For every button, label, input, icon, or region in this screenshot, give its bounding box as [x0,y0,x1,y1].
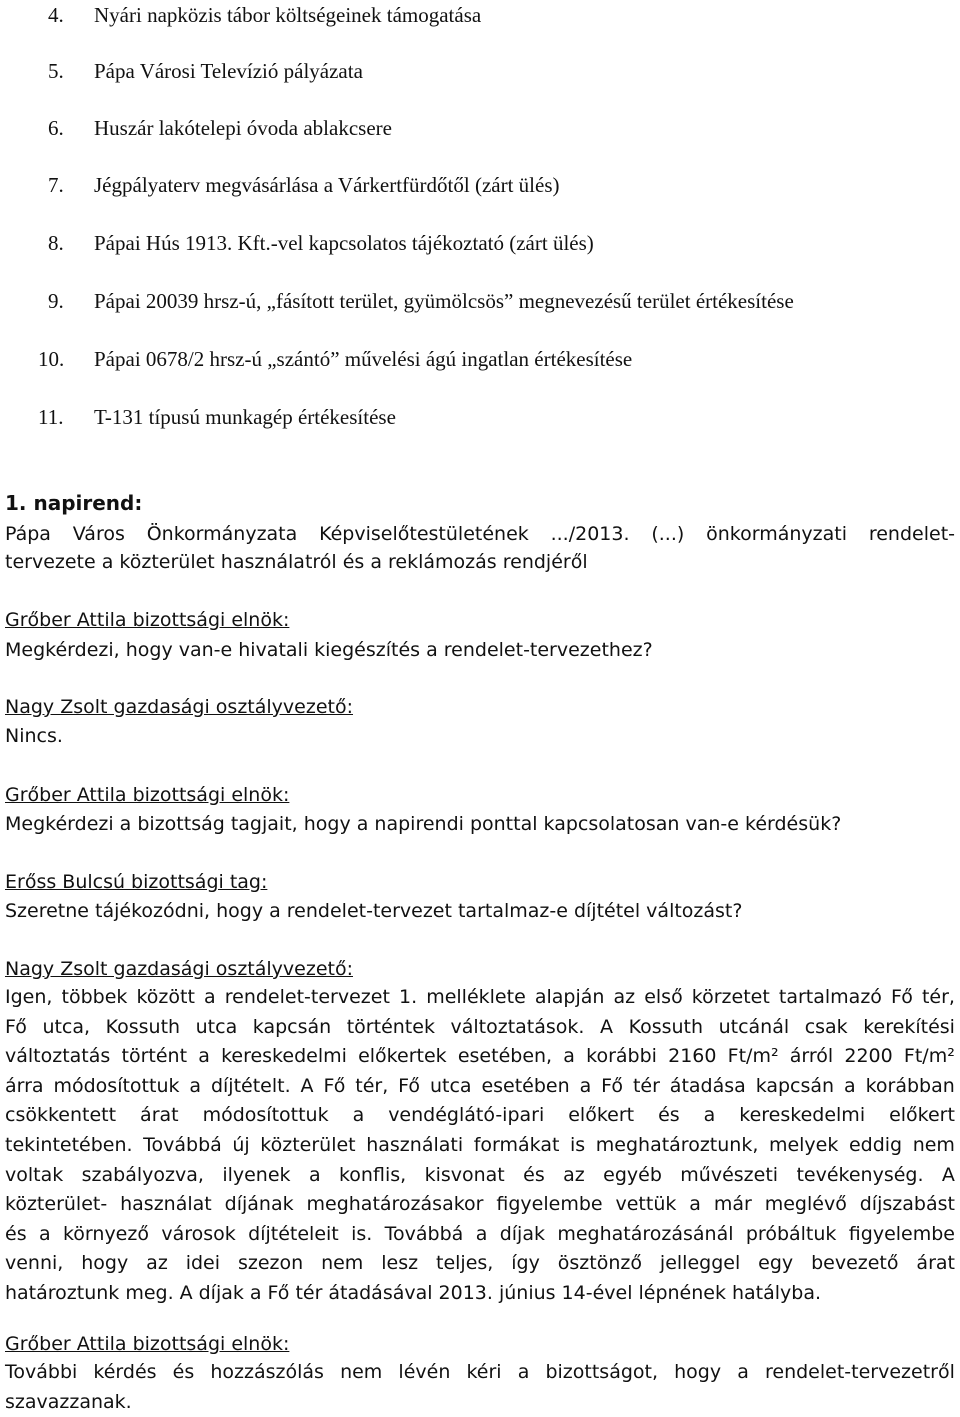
word: árról [789,1045,834,1068]
agenda-item-number: 4. [48,3,64,27]
word: a [198,1045,210,1068]
word: tartalmazó [778,986,882,1008]
word: Fő [601,1074,624,1097]
word: meghatározásánál [557,1222,734,1245]
word: A [600,1015,614,1038]
word: kérdés [93,1361,157,1383]
agenda-item-text: Jégpályaterv megvásárlása a Várkertfürdőtől (zárt ülés) [94,173,560,197]
statement-text: Nincs. [5,725,63,747]
paragraph-line [5,1249,955,1279]
word: nem [912,1133,955,1156]
word: módosítottuk [202,1104,329,1127]
agenda-item-text: Pápa Városi Televízió pályázata [94,59,363,83]
word: A [300,1074,314,1097]
word: A [941,1163,955,1186]
word: használati [366,1133,464,1156]
paragraph-line [5,1220,955,1250]
word: ösztönző [557,1252,642,1275]
word: kereskedelmi [739,1104,866,1127]
word: változtatás [5,1045,111,1068]
word: (...) [651,523,685,545]
agenda-item-text: Pápai 0678/2 hrsz-ú „szántó” művelési ágú ingatlan értékesítése [94,347,633,371]
word: utcánál [718,1015,790,1038]
paragraph-line [5,1358,955,1388]
word: 2160 [668,1045,717,1068]
statement-text: Megkérdezi a bizottság tagjait, hogy a napirendi ponttal kapcsolatosan van-e kérdésük? [5,813,842,835]
word: a [563,1045,575,1068]
word: Város [72,523,125,545]
word: Pápa [5,523,51,545]
word: közterület- [5,1193,108,1216]
word: árat [916,1252,955,1275]
word: melléklete [426,986,526,1008]
word: esetében, [457,1045,553,1068]
speaker-name: Grőber Attila bizottsági elnök: [5,784,290,806]
word: korábban [865,1074,955,1097]
word: a [737,1361,749,1383]
word: kapcsán [755,1074,835,1097]
word: szavazzanak. [5,1390,132,1413]
word: és [172,1361,195,1383]
word: a [579,1074,592,1097]
word: átadása [669,1074,746,1097]
word: venni, [5,1252,64,1275]
word: körzetet [691,986,770,1008]
word: meghatároztunk, [595,1133,759,1156]
word: az [146,1252,168,1275]
word: jelleggel [659,1252,741,1275]
word: a [689,1193,701,1216]
agenda-item-number: 7. [48,173,64,197]
word: új [232,1133,250,1156]
word: díjak [499,1222,545,1245]
word: Továbbá [384,1222,464,1245]
word: vendéglátó-ipari [388,1104,545,1127]
word: díjszabást [859,1193,955,1216]
word: eddig [848,1133,903,1156]
word: Önkormányzata [146,523,298,545]
word: meg. [125,1281,174,1304]
word: 14-ével [561,1281,633,1304]
word: előkert [889,1104,955,1127]
paragraph-line [5,1131,955,1161]
word: Fő [323,1074,346,1097]
statement-text: Szeretne tájékozódni, hogy a rendelet-tervezet tartalmaz-e díjtétel változást? [5,900,743,922]
paragraph-line [5,1161,955,1191]
word: Fő [398,1074,421,1097]
word: ilyenek [222,1163,291,1186]
agenda-point-title [5,520,955,576]
word: utca [195,1015,238,1038]
word: 2200 [844,1045,893,1068]
word: első [644,986,683,1008]
word: tér [632,1074,660,1097]
agenda-item-text: T-131 típusú munkagép értékesítése [94,405,396,429]
agenda-item-number: 8. [48,231,64,255]
word: lévén [398,1361,451,1383]
word: is. [351,1222,373,1245]
word: szabályozva, [81,1163,204,1186]
word: így [511,1252,540,1275]
word: 2013. [438,1281,493,1304]
word: Kossuth [628,1015,704,1038]
word: lesz [381,1252,419,1275]
word: a [517,1361,530,1383]
word: lépnének [638,1281,726,1304]
agenda-item-text: Pápai Hús 1913. Kft.-vel kapcsolatos tájékoztató (zárt ülés) [94,231,594,255]
word: Ft/m² [903,1045,955,1068]
word: előkert [568,1104,635,1127]
word: rendelet-tervezetről [765,1361,955,1383]
word: utca [429,1074,472,1097]
word: korábbi [586,1045,657,1068]
word: .../2013. [550,523,630,545]
word: A [179,1281,193,1304]
statement-paragraph [5,1358,955,1417]
word: egyéb [603,1163,662,1186]
agenda-item-number: 9. [48,289,64,313]
paragraph-line [5,1279,955,1309]
statement-text: Megkérdezi, hogy van-e hivatali kiegészítés a rendelet-tervezethez? [5,639,653,661]
word: bevezető [811,1252,899,1275]
agenda-item-text: Pápai 20039 hrsz-ú, „fásított terület, gyümölcsös” megnevezésű terület értékesítése [94,289,794,313]
word: önkormányzati [706,523,848,545]
word: környező [62,1222,149,1245]
word: előkertek [358,1045,447,1068]
word: történtek [346,1015,435,1038]
word: tér, [921,986,955,1008]
word: változtatások. [450,1015,585,1038]
word: díjtételeit [248,1222,339,1245]
word: További [5,1361,78,1383]
agenda-item-number: 5. [48,59,64,83]
agenda-item-text: Huszár lakótelepi óvoda ablakcsere [94,116,392,140]
word: és [5,1222,27,1245]
paragraph-line [5,1101,955,1131]
word: Fő [5,1015,27,1038]
word: Fő [267,1281,290,1304]
word: és [523,1163,545,1186]
word: teljes, [436,1252,494,1275]
word: a [249,1281,262,1304]
word: figyelembe [496,1193,603,1216]
paragraph-line [5,1388,955,1417]
word: használat [120,1193,212,1216]
word: hogy [81,1252,129,1275]
word: a [703,1104,716,1127]
word: is [570,1133,586,1156]
paragraph-line [5,1072,955,1102]
word: kéri [466,1361,502,1383]
paragraph-line [5,1013,955,1043]
word: formákat [473,1133,560,1156]
word: utca, [42,1015,91,1038]
word: alapján [534,986,605,1008]
word: kapcsán [252,1015,332,1038]
paragraph-line [5,1042,955,1072]
word: az [613,986,636,1008]
agenda-point-title-line: tervezete a közterület használatról és a reklámozás rendjéről [5,551,588,573]
word: konflis, [338,1163,407,1186]
word: Fő [891,986,913,1008]
paragraph-line [5,983,955,1013]
statement-paragraph [5,983,955,1309]
word: 1. [398,986,418,1008]
word: tekintetében. [5,1133,133,1156]
word: a [189,1074,202,1097]
word: kereskedelmi [221,1045,347,1068]
word: június [498,1281,556,1304]
agenda-item-text: Nyári napközis tábor költségeinek támogatása [94,3,482,27]
word: az [563,1163,585,1186]
word: csak [804,1015,848,1038]
word: hatályba. [731,1281,822,1304]
word: díjak [198,1281,244,1304]
agenda-item-number: 11. [38,405,64,429]
word: díjtételt. [210,1074,291,1097]
word: a [352,1104,365,1127]
paragraph-line [5,1190,955,1220]
word: árra [5,1074,44,1097]
word: és [658,1104,680,1127]
word: Igen, [5,986,53,1008]
word: kerekítési [863,1015,955,1038]
word: rendelet-tervezet [224,986,390,1008]
word: tér, [355,1074,389,1097]
word: tevékenység. [796,1163,924,1186]
word: határoztunk [5,1281,120,1304]
speaker-name: Grőber Attila bizottsági elnök: [5,1333,290,1355]
speaker-name: Nagy Zsolt gazdasági osztályvezető: [5,696,353,718]
word: voltak [5,1163,64,1186]
word: kisvonat [424,1163,505,1186]
agenda-item-number: 10. [38,347,65,371]
word: hogy [674,1361,722,1383]
word: díjának [224,1193,294,1216]
word: szezon [237,1252,304,1275]
word: nem [321,1252,364,1275]
word: rendelet- [868,523,955,545]
word: figyelembe [848,1222,955,1245]
word: hozzászólás [210,1361,324,1383]
word: városok [161,1222,236,1245]
word: Továbbá [143,1133,222,1156]
word: között [136,986,195,1008]
speaker-name: Grőber Attila bizottsági elnök: [5,609,290,631]
word: a [38,1222,51,1245]
word: tér [295,1281,323,1304]
agenda-point-heading: 1. napirend: [5,491,143,515]
word: közterület [260,1133,356,1156]
word: idei [185,1252,221,1275]
word: meglévő [764,1193,847,1216]
word: Ft/m² [727,1045,779,1068]
word: egy [758,1252,794,1275]
word: próbáltuk [745,1222,837,1245]
word: árat [140,1104,179,1127]
word: a [308,1163,321,1186]
speaker-name: Erőss Bulcsú bizottsági tag: [5,871,268,893]
speaker-name: Nagy Zsolt gazdasági osztályvezető: [5,958,353,980]
word: bizottságot, [545,1361,659,1383]
word: csökkentett [5,1104,117,1127]
word: többek [61,986,128,1008]
word: vettük [615,1193,677,1216]
word: a [475,1222,488,1245]
word: Képviselőtestületének [319,523,529,545]
agenda-item-number: 6. [48,116,64,140]
word: meghatározásakor [306,1193,484,1216]
word: melyek [768,1133,839,1156]
word: a [204,986,216,1008]
word: a [844,1074,856,1097]
word: nem [340,1361,383,1383]
word: Kossuth [105,1015,181,1038]
word: már [713,1193,752,1216]
agenda-point-title-line [5,520,955,548]
word: esetében [481,1074,570,1097]
word: történt [121,1045,188,1068]
word: művészeti [680,1163,779,1186]
word: átadásával [328,1281,433,1304]
word: módosítottuk [53,1074,180,1097]
